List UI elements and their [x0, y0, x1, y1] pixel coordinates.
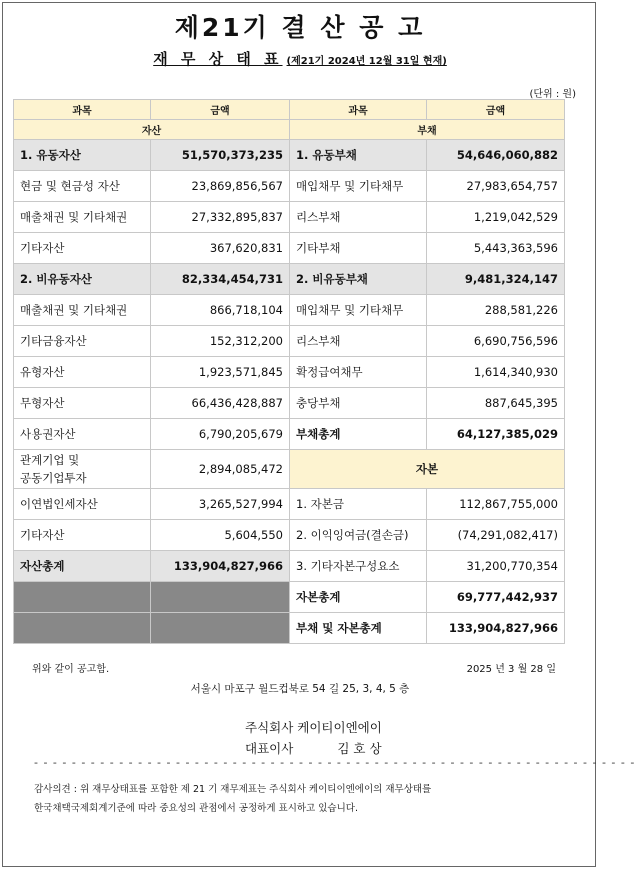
audit-opinion-line1: 감사의견 : 위 재무상태표를 포함한 제 21 기 재무제표는 주식회사 케이티이엔에이의 재무상태를 [34, 784, 432, 795]
row-amount: 112,867,755,000 [427, 489, 565, 520]
table-row [14, 264, 565, 295]
total-liabilities-label: 부채총계 [290, 419, 427, 450]
row-label: 3. 기타자본구성요소 [290, 551, 427, 582]
row-amount: 5,604,550 [151, 520, 290, 551]
row-label: 1. 유동부채 [290, 140, 427, 171]
row-label: 사용권자산 [14, 419, 151, 450]
row-label: 유형자산 [14, 357, 151, 388]
row-label: 기타자산 [14, 233, 151, 264]
ceo-line [245, 739, 386, 757]
unit-label: (단위 : 원) [529, 89, 576, 100]
row-amount: 866,718,104 [151, 295, 290, 326]
table-row [14, 450, 565, 489]
balance-sheet-table [13, 99, 565, 644]
table-row [14, 202, 565, 233]
row-amount: 3,265,527,994 [151, 489, 290, 520]
row-label: 2. 비유동부채 [290, 264, 427, 295]
row-label-line1: 관계기업 및 [20, 453, 80, 467]
row-amount: 6,790,205,679 [151, 419, 290, 450]
table-row [14, 419, 565, 450]
table-row [14, 233, 565, 264]
total-liab-equity-label: 부채 및 자본총계 [290, 613, 427, 644]
total-equity-label: 자본총계 [290, 582, 427, 613]
row-label-line2: 공동기업투자 [20, 471, 87, 485]
table-row [14, 582, 565, 613]
row-label: 기타금융자산 [14, 326, 151, 357]
table-row [14, 171, 565, 202]
table-header [14, 100, 565, 120]
dashed-separator: - - - - - - - - - - - - - - - - - - - - - - - - - - - - - - - - - - - - - - - - - - - - - - - - - - - - - - - - - - - - - - - - [34, 756, 635, 769]
row-label: 2. 이익잉여금(결손금) [290, 520, 427, 551]
row-amount: 1,614,340,930 [427, 357, 565, 388]
row-label: 이연법인세자산 [14, 489, 151, 520]
blank-cell [14, 613, 151, 644]
row-label: 리스부채 [290, 202, 427, 233]
blank-cell [151, 582, 290, 613]
total-liabilities-amount: 64,127,385,029 [427, 419, 565, 450]
row-amount: 27,983,654,757 [427, 171, 565, 202]
subtitle [0, 48, 600, 69]
header-item-left: 과목 [14, 100, 151, 120]
statement-name: 재 무 상 태 표 [153, 50, 283, 68]
row-amount: 6,690,756,596 [427, 326, 565, 357]
total-equity-amount: 69,777,442,937 [427, 582, 565, 613]
category-row [14, 120, 565, 140]
row-label: 리스부채 [290, 326, 427, 357]
table-row [14, 326, 565, 357]
category-assets: 자산 [14, 120, 290, 140]
row-label: 매입채무 및 기타채무 [290, 171, 427, 202]
ceo-name: 김호상 [337, 741, 386, 756]
total-assets-amount: 133,904,827,966 [151, 551, 290, 582]
row-amount: 66,436,428,887 [151, 388, 290, 419]
row-amount: 1,219,042,529 [427, 202, 565, 233]
table-row [14, 613, 565, 644]
header-item-right: 과목 [290, 100, 427, 120]
company-name: 주식회사 케이티이엔에이 [245, 720, 382, 735]
audit-opinion-line2: 한국채택국제회계기준에 따라 중요성의 관점에서 공정하게 표시하고 있습니다. [34, 803, 358, 814]
table-row [14, 520, 565, 551]
blank-cell [14, 582, 151, 613]
category-equity: 자본 [290, 450, 565, 489]
table-row [14, 489, 565, 520]
table-row [14, 140, 565, 171]
ceo-title: 대표이사 [245, 741, 294, 756]
company-address: 서울시 마포구 월드컵북로 54 길 25, 3, 4, 5 층 [190, 683, 410, 695]
row-amount: 31,200,770,354 [427, 551, 565, 582]
row-label: 2. 비유동자산 [14, 264, 151, 295]
row-label: 현금 및 현금성 자산 [14, 171, 151, 202]
row-amount: 2,894,085,472 [151, 450, 290, 489]
table-row [14, 388, 565, 419]
row-label: 매출채권 및 기타채권 [14, 202, 151, 233]
row-label: 확정급여채무 [290, 357, 427, 388]
statement-period: (제21기 2024년 12월 31일 현재) [286, 56, 447, 67]
row-amount: 887,645,395 [427, 388, 565, 419]
row-label-multiline [14, 450, 151, 489]
total-liab-equity-amount: 133,904,827,966 [427, 613, 565, 644]
row-label: 기타부채 [290, 233, 427, 264]
row-amount: 51,570,373,235 [151, 140, 290, 171]
category-liabilities: 부채 [290, 120, 565, 140]
table-row [14, 357, 565, 388]
blank-cell [151, 613, 290, 644]
row-amount: 5,443,363,596 [427, 233, 565, 264]
notice-text: 위와 같이 공고함. [32, 664, 110, 675]
row-label: 충당부채 [290, 388, 427, 419]
row-amount: (74,291,082,417) [427, 520, 565, 551]
row-amount: 152,312,200 [151, 326, 290, 357]
table-row [14, 551, 565, 582]
row-label: 기타자산 [14, 520, 151, 551]
row-amount: 288,581,226 [427, 295, 565, 326]
row-label: 1. 자본금 [290, 489, 427, 520]
table-row [14, 295, 565, 326]
row-amount: 1,923,571,845 [151, 357, 290, 388]
row-label: 무형자산 [14, 388, 151, 419]
page-title: 제21기 결 산 공 고 [174, 13, 426, 42]
row-amount: 9,481,324,147 [427, 264, 565, 295]
header-amount-right: 금액 [427, 100, 565, 120]
row-amount: 82,334,454,731 [151, 264, 290, 295]
row-label: 매입채무 및 기타채무 [290, 295, 427, 326]
row-label: 1. 유동자산 [14, 140, 151, 171]
notice-date: 2025 년 3 월 28 일 [466, 664, 556, 675]
header-amount-left: 금액 [151, 100, 290, 120]
row-amount: 54,646,060,882 [427, 140, 565, 171]
total-assets-label: 자산총계 [14, 551, 151, 582]
row-amount: 367,620,831 [151, 233, 290, 264]
row-amount: 27,332,895,837 [151, 202, 290, 233]
row-amount: 23,869,856,567 [151, 171, 290, 202]
row-label: 매출채권 및 기타채권 [14, 295, 151, 326]
